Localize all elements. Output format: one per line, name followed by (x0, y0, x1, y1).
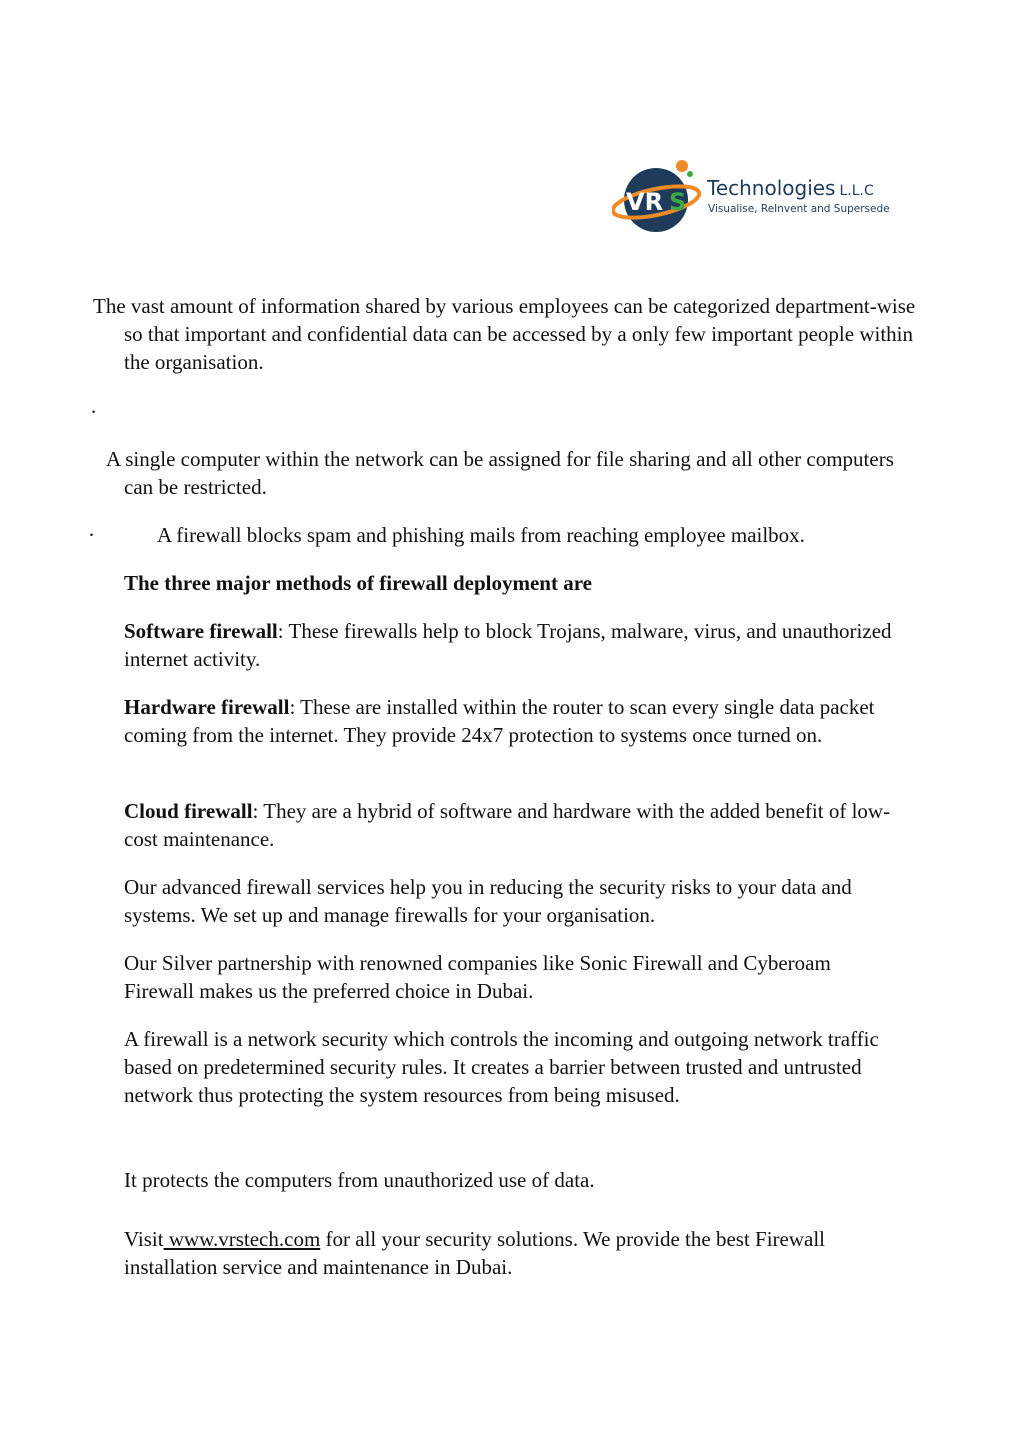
paragraph-services: Our advanced firewall services help you in reducing the security risks to your data and systems. We set up and manage firewalls for your organisation. (124, 875, 852, 927)
bullet-marker: · (88, 523, 95, 547)
logo-tagline: Visualise, ReInvent and Supersede (708, 203, 890, 215)
logo-name: Technologies (707, 176, 836, 200)
logo-company-name (707, 176, 874, 200)
paragraph-visit (124, 1225, 904, 1281)
svg-text:VR: VR (626, 188, 664, 216)
paragraph-single-computer: A single computer within the network can be assigned for file sharing and all other computers can be restricted. (106, 447, 894, 499)
paragraph-hardware-firewall (124, 693, 904, 749)
vrs-globe-icon (612, 158, 708, 238)
paragraph-firewall-definition: A firewall is a network security which controls the incoming and outgoing network traffic based on predetermined security rules. It creates a barrier between trusted and untrusted network thus protecting the system resources from being misused. (124, 1027, 879, 1107)
hardware-firewall-text: : These are installed within the router to scan every single data packet coming from the internet. They provide 24x7 protection to systems once turned on. (124, 695, 875, 747)
heading-text: The three major methods of firewall deployment are (124, 571, 592, 595)
cloud-firewall-label: Cloud firewall (124, 799, 253, 823)
paragraph-protects: It protects the computers from unauthorized use of data. (124, 1168, 595, 1192)
hardware-firewall-label: Hardware firewall (124, 695, 290, 719)
stray-dot: . (91, 394, 97, 418)
paragraph-cloud-firewall (124, 797, 904, 853)
company-logo (612, 158, 902, 238)
software-firewall-text: : These firewalls help to block Trojans, malware, virus, and unauthorized internet activity. (124, 619, 892, 671)
software-firewall-label: Software firewall (124, 619, 278, 643)
paragraph-partnership: Our Silver partnership with renowned companies like Sonic Firewall and Cyberoam Firewall makes us the preferred choice in Dubai. (124, 951, 831, 1003)
bullet-firewall-spam: A firewall blocks spam and phishing mails from reaching employee mailbox. (157, 523, 805, 547)
cloud-firewall-text: : They are a hybrid of software and hardware with the added benefit of low-cost maintenance. (124, 799, 891, 851)
visit-suffix: for all your security solutions. We provide the best Firewall installation service and maintenance in Dubai. (124, 1227, 826, 1279)
logo-suffix: L.L.C (839, 183, 874, 199)
heading-deployment-methods (124, 569, 904, 597)
paragraph-software-firewall (124, 617, 904, 673)
visit-prefix: Visit (124, 1227, 164, 1251)
paragraph-categorized: The vast amount of information shared by various employees can be categorized department-wise so that important and confidential data can be accessed by a only few important people within the organisation. (93, 294, 916, 374)
vrstech-website-link[interactable]: www.vrstech.com (163, 1227, 321, 1251)
svg-text:S: S (669, 188, 687, 216)
